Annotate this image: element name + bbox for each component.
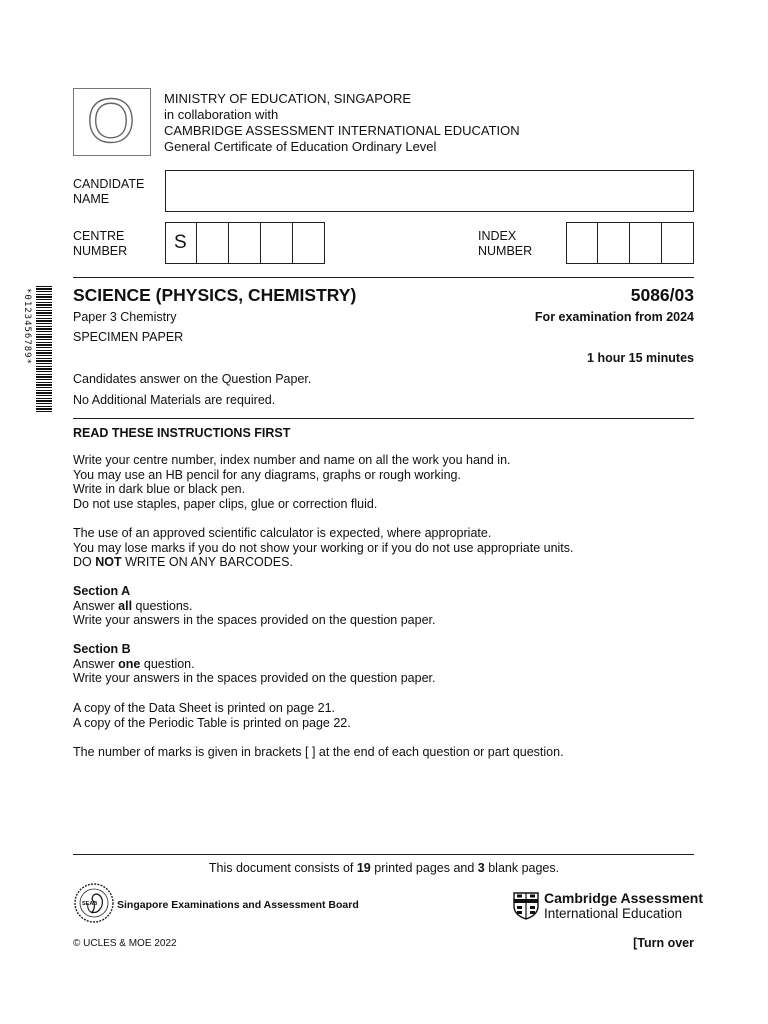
index-number-digit[interactable] — [598, 222, 630, 264]
barcode-note-pre: DO — [73, 555, 96, 570]
periodic-table-note: A copy of the Periodic Table is printed on page 22. — [73, 715, 351, 730]
section-a-write-line: Write your answers in the spaces provided on the question paper. — [73, 613, 436, 628]
instructions-block-calculator — [73, 526, 574, 570]
header-line-ministry: MINISTRY OF EDUCATION, SINGAPORE — [164, 91, 412, 106]
index-number-label-line2: NUMBER — [478, 244, 533, 258]
candidate-name-label-line1: CANDIDATE — [73, 177, 145, 191]
section-b-write-line: Write your answers in the spaces provided on the question paper. — [73, 671, 436, 686]
o-level-logo-letter: O — [86, 87, 136, 156]
copies-note — [73, 701, 351, 730]
cambridge-shield-icon — [513, 892, 539, 920]
candidate-name-field[interactable] — [165, 170, 694, 212]
instruction-line: The use of an approved scientific calculator is expected, where appropriate. — [73, 526, 492, 540]
exam-from: For examination from 2024 — [534, 310, 694, 324]
marks-note: The number of marks is given in brackets [ ] at the end of each question or part question. — [73, 745, 564, 759]
page-count-post: blank pages. — [484, 861, 560, 875]
index-number-digit[interactable] — [662, 222, 694, 264]
index-number-label — [478, 229, 532, 259]
instruction-line: Do not use staples, paper clips, glue or correction fluid. — [73, 496, 378, 511]
data-sheet-note: A copy of the Data Sheet is printed on page 21. — [73, 701, 335, 715]
centre-number-label — [73, 229, 127, 259]
section-a-pre: Answer — [73, 598, 119, 613]
paper-line: Paper 3 Chemistry — [73, 310, 177, 324]
instructions-heading: READ THESE INSTRUCTIONS FIRST — [73, 426, 291, 440]
cambridge-name-line1: Cambridge Assessment — [544, 890, 703, 906]
section-b-instructions — [73, 642, 435, 686]
instruction-line: Write in dark blue or black pen. — [73, 482, 246, 497]
section-b-emphasis: one — [118, 656, 141, 671]
index-number-digit[interactable] — [630, 222, 662, 264]
o-level-logo — [73, 88, 151, 156]
section-b-pre: Answer — [73, 656, 119, 671]
page-count-note — [0, 861, 768, 876]
candidate-name-label-line2: NAME — [73, 192, 110, 206]
seab-logo — [73, 882, 115, 924]
section-a-title: Section A — [73, 584, 131, 598]
index-number-boxes — [566, 222, 694, 264]
index-number-label-line1: INDEX — [478, 229, 517, 243]
copyright: © UCLES & MOE 2022 — [73, 938, 177, 949]
centre-number-boxes — [165, 222, 325, 264]
divider — [73, 277, 694, 278]
section-a-instructions — [73, 584, 435, 628]
seab-name: Singapore Examinations and Assessment Board — [117, 899, 359, 911]
divider — [73, 854, 694, 855]
header-line-cambridge: CAMBRIDGE ASSESSMENT INTERNATIONAL EDUCATION — [164, 123, 520, 138]
section-a-post: questions. — [132, 598, 193, 613]
turn-over: [Turn over — [633, 936, 694, 950]
barcode-text: *0123456789* — [22, 288, 32, 366]
seab-logo-text: SEAB — [82, 901, 98, 907]
duration: 1 hour 15 minutes — [587, 351, 694, 365]
section-a-emphasis: all — [118, 598, 133, 613]
centre-number-label-line2: NUMBER — [73, 244, 128, 258]
header-institutions — [164, 91, 520, 155]
instruction-line-barcodes — [73, 555, 574, 570]
answer-on-paper: Candidates answer on the Question Paper. — [73, 372, 312, 386]
syllabus-code: 5086/03 — [630, 285, 694, 305]
page-count-pre: This document consists of — [208, 861, 357, 875]
section-b-post: question. — [140, 656, 195, 671]
header-line-collaboration: in collaboration with — [164, 107, 279, 122]
page-count-mid: printed pages and — [370, 861, 478, 875]
section-b-title: Section B — [73, 642, 131, 656]
barcode-note-emphasis: NOT — [95, 555, 122, 570]
barcode-note-post: WRITE ON ANY BARCODES. — [121, 555, 293, 570]
header-line-certificate: General Certificate of Education Ordinary Level — [164, 139, 437, 154]
centre-number-digit[interactable] — [197, 222, 229, 264]
section-a-answer-line — [73, 599, 435, 614]
instruction-line: You may lose marks if you do not show your working or if you do not use appropriate units. — [73, 540, 574, 555]
index-number-digit[interactable] — [566, 222, 598, 264]
candidate-name-label — [73, 177, 144, 207]
section-b-answer-line — [73, 657, 435, 672]
barcode-image — [36, 286, 52, 412]
materials-note: No Additional Materials are required. — [73, 393, 276, 407]
printed-pages-count: 19 — [356, 861, 371, 875]
instruction-line: Write your centre number, index number and name on all the work you hand in. — [73, 453, 511, 467]
subject-title: SCIENCE (PHYSICS, CHEMISTRY) — [73, 285, 357, 305]
centre-number-prefix: S — [165, 222, 197, 264]
instruction-line: You may use an HB pencil for any diagrams, graphs or rough working. — [73, 467, 461, 482]
divider — [73, 418, 694, 419]
centre-number-digit[interactable] — [229, 222, 261, 264]
instructions-block-general — [73, 453, 511, 511]
specimen-label: SPECIMEN PAPER — [73, 330, 184, 344]
centre-number-digit[interactable] — [261, 222, 293, 264]
blank-pages-count: 3 — [477, 861, 485, 875]
centre-number-label-line1: CENTRE — [73, 229, 125, 243]
centre-number-digit[interactable] — [293, 222, 325, 264]
cambridge-name-line2: International Education — [544, 906, 683, 921]
